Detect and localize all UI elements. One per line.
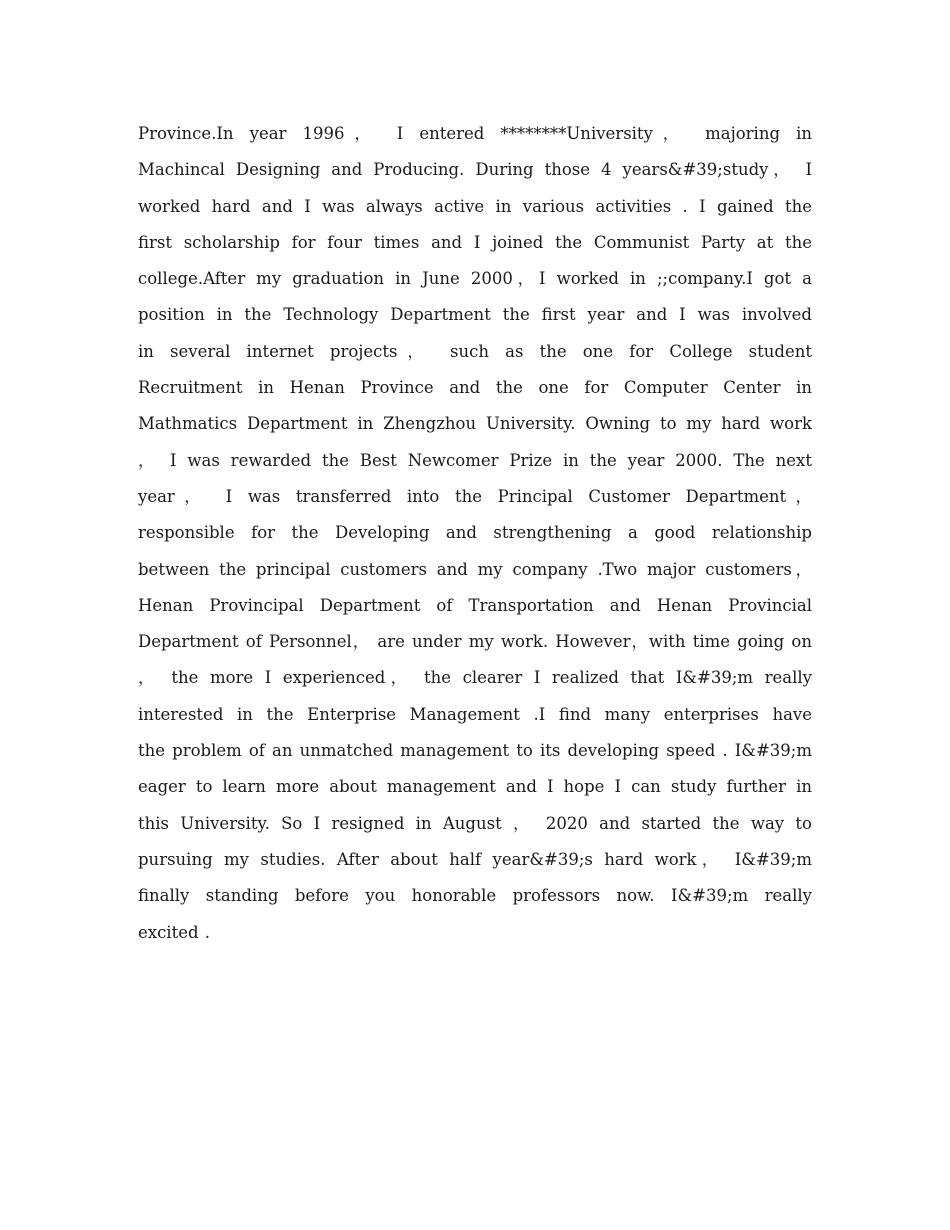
paragraph-line: excited . bbox=[138, 922, 211, 942]
paragraph-line: worked hard and I was always active in various activities . I gained the bbox=[138, 196, 812, 216]
paragraph-line: Henan Provincipal Department of Transportation and Henan Provincial bbox=[138, 595, 812, 615]
paragraph-line: ， I was rewarded the Best Newcomer Prize in the year 2000. The next bbox=[138, 450, 812, 470]
paragraph-line: this University. So I resigned in August ， 2020 and started the way to bbox=[138, 813, 812, 833]
body-paragraph bbox=[138, 116, 812, 951]
paragraph-line: first scholarship for four times and I joined the Communist Party at the bbox=[138, 232, 812, 252]
paragraph-line: year， I was transferred into the Principal Customer Department， bbox=[138, 486, 812, 506]
paragraph-line: ， the more I experienced， the clearer I realized that I&#39;m really bbox=[138, 668, 812, 688]
paragraph-line: Province.In year 1996， I entered ********University， majoring in bbox=[138, 124, 812, 143]
paragraph-line: in several internet projects， such as the one for College student bbox=[138, 341, 812, 361]
paragraph-line: Mathmatics Department in Zhengzhou University. Owning to my hard work bbox=[138, 414, 812, 434]
paragraph-line: college.After my graduation in June 2000，I worked in ;;company.I got a bbox=[138, 269, 812, 289]
paragraph-line: eager to learn more about management and I hope I can study further in bbox=[138, 777, 812, 797]
paragraph-line: the problem of an unmatched management to its developing speed . I&#39;m bbox=[138, 741, 812, 761]
paragraph-line: finally standing before you honorable professors now. I&#39;m really bbox=[138, 886, 812, 906]
paragraph-line: between the principal customers and my company .Two major customers， bbox=[138, 559, 812, 579]
paragraph-line: Department of Personnel， are under my work. However，with time going on bbox=[138, 632, 812, 652]
paragraph-line: Recruitment in Henan Province and the one for Computer Center in bbox=[138, 378, 812, 398]
paragraph-line: interested in the Enterprise Management .I find many enterprises have bbox=[138, 704, 812, 724]
paragraph-line: pursuing my studies. After about half year&#39;s hard work， I&#39;m bbox=[138, 849, 812, 869]
paragraph-line: Machincal Designing and Producing. During those 4 years&#39;study， I bbox=[138, 160, 812, 180]
paragraph-line: position in the Technology Department the first year and I was involved bbox=[138, 305, 812, 325]
paragraph-line: responsible for the Developing and strengthening a good relationship bbox=[138, 523, 812, 543]
